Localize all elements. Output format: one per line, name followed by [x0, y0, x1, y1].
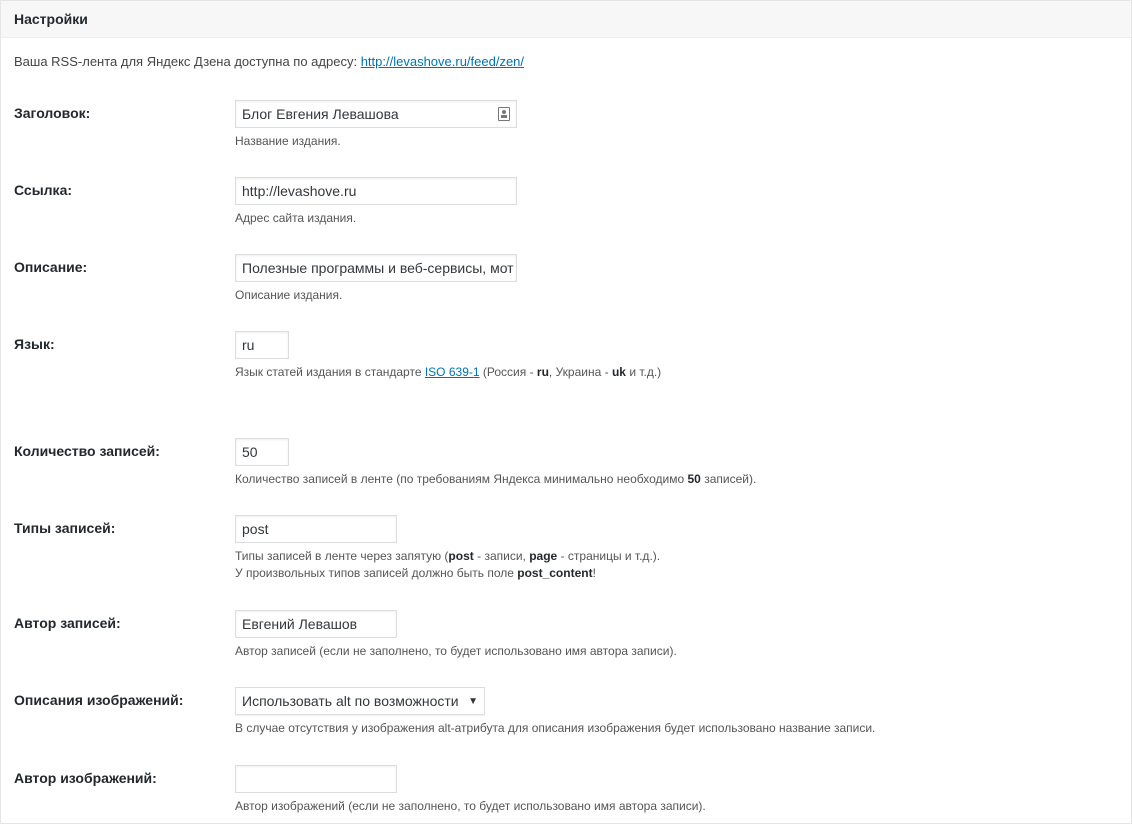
- chevron-down-icon: ▼: [468, 695, 478, 707]
- post-types-input-value: post: [242, 521, 269, 537]
- image-desc-selected: Использовать alt по возможности: [242, 693, 459, 709]
- image-desc-label: Описания изображений:: [14, 692, 184, 708]
- post-types-desc-text: Типы записей в ленте через запятую (: [235, 549, 449, 563]
- language-desc-text: и т.д.): [629, 365, 662, 379]
- description-input-value: Полезные программы и веб-сервисы, мот: [242, 260, 514, 276]
- language-input[interactable]: [235, 331, 289, 359]
- language-input-value: ru: [242, 337, 255, 353]
- panel-header: [1, 1, 1131, 38]
- post-types-desc-text: - страницы и т.д.).: [560, 549, 661, 563]
- language-desc-text: Язык статей издания в стандарте: [235, 365, 422, 379]
- rss-feed-link[interactable]: http://levashove.ru/feed/zen/: [360, 54, 525, 69]
- image-author-description: Автор изображений (если не заполнено, то будет использовано имя автора записи).: [235, 799, 706, 813]
- post-content-field: post_content: [517, 566, 593, 580]
- language-code-ru: ru: [536, 365, 549, 379]
- link-label: Ссылка:: [14, 182, 73, 198]
- title-label: Заголовок:: [14, 105, 91, 121]
- language-desc-text: (Россия -: [482, 365, 534, 379]
- post-type-page: page: [529, 549, 558, 563]
- count-input-value: 50: [242, 444, 258, 460]
- post-types-desc-line1: [235, 548, 660, 565]
- title-input[interactable]: [235, 100, 517, 128]
- rss-feed-info: [14, 54, 524, 69]
- image-desc-description: В случае отсутствия у изображения alt-атрибута для описания изображения будет использовано название записи.: [235, 721, 876, 735]
- language-description: [235, 364, 661, 381]
- count-input[interactable]: [235, 438, 289, 466]
- post-types-description: [235, 548, 660, 582]
- post-types-desc-text: - записи,: [477, 549, 526, 563]
- image-desc-select[interactable]: [235, 687, 485, 715]
- count-desc-text: записей).: [704, 472, 757, 486]
- language-label: Язык:: [14, 336, 55, 352]
- panel-title: Настройки: [14, 11, 88, 27]
- count-label: Количество записей:: [14, 443, 160, 459]
- title-input-value: Блог Евгения Левашова: [242, 106, 399, 122]
- title-description: Название издания.: [235, 134, 341, 148]
- author-input[interactable]: [235, 610, 397, 638]
- post-types-desc-text: У произвольных типов записей должно быть поле: [235, 566, 514, 580]
- post-types-desc-text: !: [592, 566, 596, 580]
- link-input-value: http://levashove.ru: [242, 183, 357, 199]
- post-types-input[interactable]: [235, 515, 397, 543]
- description-description: Описание издания.: [235, 288, 343, 302]
- description-label: Описание:: [14, 259, 88, 275]
- post-types-label: Типы записей:: [14, 520, 116, 536]
- language-desc-text: , Украина -: [548, 365, 609, 379]
- post-type-post: post: [448, 549, 474, 563]
- count-description: [235, 471, 756, 488]
- count-desc-text: Количество записей в ленте (по требованиям Яндекса минимально необходимо: [235, 472, 685, 486]
- link-input[interactable]: [235, 177, 517, 205]
- link-description: Адрес сайта издания.: [235, 211, 357, 225]
- iso-639-link[interactable]: ISO 639-1: [424, 365, 480, 379]
- post-types-desc-line2: [235, 565, 660, 582]
- image-author-input[interactable]: [235, 765, 397, 793]
- image-author-label: Автор изображений:: [14, 770, 157, 786]
- author-label: Автор записей:: [14, 615, 121, 631]
- author-description: Автор записей (если не заполнено, то будет использовано имя автора записи).: [235, 644, 677, 658]
- language-code-uk: uk: [611, 365, 626, 379]
- rss-feed-text: Ваша RSS-лента для Яндекс Дзена доступна по адресу:: [14, 54, 358, 69]
- contact-card-icon[interactable]: [498, 107, 510, 121]
- description-input[interactable]: [235, 254, 517, 282]
- count-min-value: 50: [687, 472, 701, 486]
- author-input-value: Евгений Левашов: [242, 616, 358, 632]
